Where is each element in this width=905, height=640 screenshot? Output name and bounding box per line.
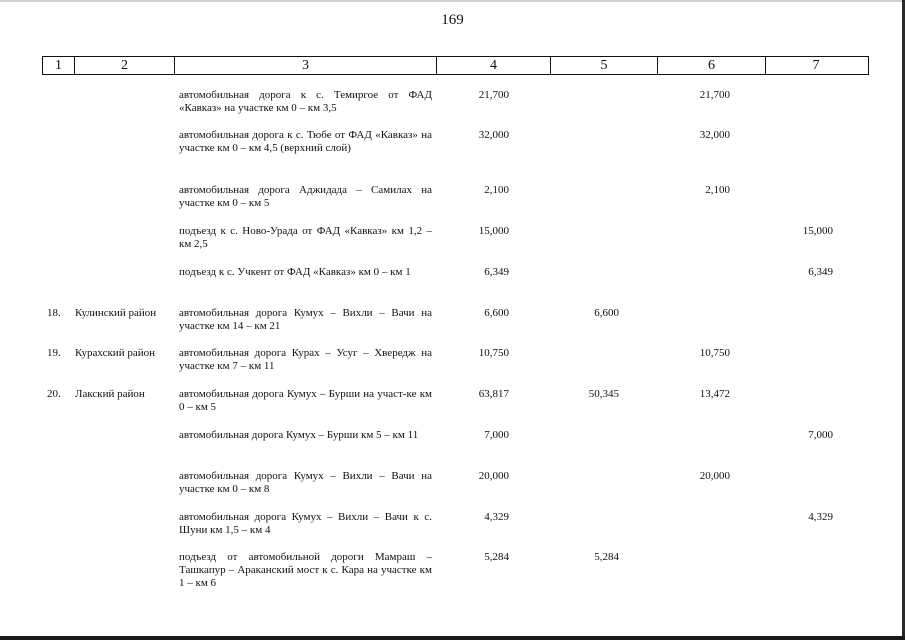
- total-amount: 10,750: [478, 347, 509, 359]
- total-amount: 32,000: [478, 129, 509, 141]
- row-number: 19.: [47, 347, 61, 359]
- header-col-5: 5: [551, 57, 658, 74]
- amount-col-6: 2,100: [705, 184, 730, 196]
- table-header: [42, 56, 869, 75]
- amount-col-7: 4,329: [808, 511, 833, 523]
- row-number: 18.: [47, 307, 61, 319]
- amount-col-5: 50,345: [588, 388, 619, 400]
- total-amount: 6,600: [484, 307, 509, 319]
- district-name: Кулинский район: [75, 307, 157, 319]
- total-amount: 5,284: [484, 551, 509, 563]
- road-description: автомобильная дорога Курах – Усуг – Хвередж на участке км 7 – км 11: [179, 347, 432, 372]
- amount-col-6: 21,700: [699, 89, 730, 101]
- amount-col-6: 13,472: [699, 388, 730, 400]
- amount-col-5: 6,600: [594, 307, 619, 319]
- road-description: автомобильная дорога к с. Темиргое от ФАД «Кавказ» на участке км 0 – км 3,5: [179, 89, 432, 114]
- page-number: 169: [441, 12, 464, 28]
- page-bottom-edge: [0, 636, 905, 640]
- header-col-1: 1: [43, 57, 75, 74]
- header-col-4: 4: [437, 57, 551, 74]
- road-description: подъезд от автомобильной дороги Мамраш – Ташкапур – Араканский мост к с. Кара на участке км 1 – км 6: [179, 551, 432, 589]
- page-top-edge: [0, 0, 905, 2]
- total-amount: 6,349: [484, 266, 509, 278]
- total-amount: 7,000: [484, 429, 509, 441]
- road-description: автомобильная дорога Кумух – Вихли – Вачи на участке км 0 – км 8: [179, 470, 432, 495]
- road-description: автомобильная дорога Кумух – Бурши км 5 – км 11: [179, 429, 419, 441]
- road-description: подъезд к с. Ново-Урада от ФАД «Кавказ» км 1,2 – км 2,5: [179, 225, 432, 250]
- header-col-2: 2: [75, 57, 175, 74]
- district-name: Курахский район: [75, 347, 155, 359]
- row-number: 20.: [47, 388, 61, 400]
- amount-col-7: 7,000: [808, 429, 833, 441]
- amount-col-6: 20,000: [699, 470, 730, 482]
- amount-col-6: 32,000: [699, 129, 730, 141]
- amount-col-7: 6,349: [808, 266, 833, 278]
- district-name: Лакский район: [75, 388, 145, 400]
- amount-col-7: 15,000: [802, 225, 833, 237]
- total-amount: 15,000: [478, 225, 509, 237]
- road-description: автомобильная дорога Аджидада – Самилах на участке км 0 – км 5: [179, 184, 432, 209]
- total-amount: 63,817: [478, 388, 509, 400]
- amount-col-6: 10,750: [699, 347, 730, 359]
- header-col-6: 6: [658, 57, 766, 74]
- header-col-7: 7: [812, 58, 820, 73]
- header-col-3: 3: [175, 57, 437, 74]
- road-description: автомобильная дорога Кумух – Вихли – Вачи на участке км 14 – км 21: [179, 307, 432, 332]
- road-description: автомобильная дорога к с. Тюбе от ФАД «Кавказ» на участке км 0 – км 4,5 (верхний слой): [179, 129, 432, 154]
- total-amount: 4,329: [484, 511, 509, 523]
- road-description: подъезд к с. Учкент от ФАД «Кавказ» км 0 – км 1: [179, 266, 411, 278]
- road-description: автомобильная дорога Кумух – Вихли – Вачи к с. Шуни км 1,5 – км 4: [179, 511, 432, 536]
- total-amount: 21,700: [478, 89, 509, 101]
- total-amount: 2,100: [484, 184, 509, 196]
- amount-col-5: 5,284: [594, 551, 619, 563]
- total-amount: 20,000: [478, 470, 509, 482]
- road-description: автомобильная дорога Кумух – Бурши на участ-ке км 0 – км 5: [179, 388, 432, 413]
